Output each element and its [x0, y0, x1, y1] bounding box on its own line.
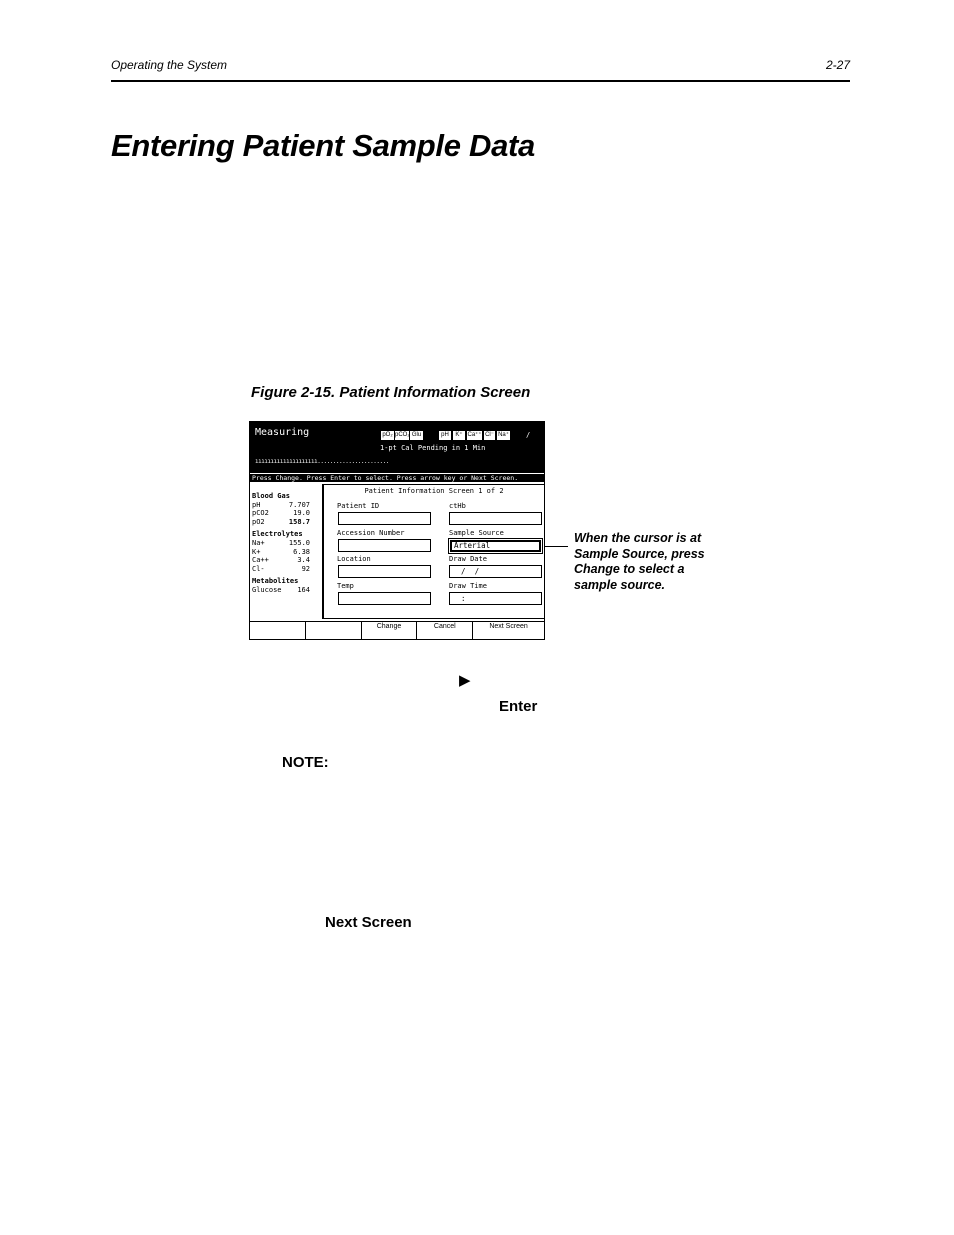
electrolytes-header: Electrolytes [252, 530, 303, 539]
metabolites-header: Metabolites [252, 577, 299, 586]
analyte-chip-glu: Glu [411, 432, 422, 438]
accession-number-label: Accession Number [337, 529, 405, 537]
analyte-chip-k: K⁺ [453, 431, 465, 440]
sample-source-label: Sample Source [449, 529, 504, 537]
next-screen-button[interactable]: Next Screen [489, 623, 528, 630]
result-row: pCO2 19.0 [252, 509, 310, 518]
blood-gas-header: Blood Gas [252, 492, 290, 500]
function-key-bar [250, 621, 544, 640]
patient-info-dialog [322, 484, 545, 619]
figure-callout: When the cursor is at Sample Source, press Change to select a sample source. [574, 531, 705, 593]
patient-id-field[interactable] [338, 512, 431, 525]
status-slash: / [526, 431, 531, 439]
result-row: Glucose 164 [252, 585, 310, 594]
arrow-right-icon: ▶ [459, 672, 471, 689]
result-row: pO2 158.7 [252, 517, 310, 526]
temp-label: Temp [337, 582, 354, 590]
cancel-button[interactable]: Cancel [417, 622, 473, 640]
result-row: K+ 6.38 [252, 547, 310, 556]
cthb-field[interactable] [449, 512, 542, 525]
function-key-2[interactable] [306, 622, 362, 640]
function-key-1[interactable] [250, 622, 306, 640]
dialog-title: Patient Information Screen 1 of 2 [364, 487, 504, 495]
analyte-chip-na: Na⁺ [498, 432, 509, 438]
result-row: pH 7.707 [252, 500, 310, 509]
callout-leader-line [545, 546, 568, 547]
sample-source-field[interactable]: Arterial [450, 540, 541, 552]
change-button[interactable]: Change [362, 622, 418, 640]
draw-date-label: Draw Date [449, 555, 487, 563]
draw-date-field[interactable]: / / [449, 565, 542, 578]
figure-caption: Figure 2-15. Patient Information Screen [251, 384, 531, 401]
patient-information-screen [249, 421, 545, 640]
result-row: Ca++ 3.4 [252, 556, 310, 565]
analyte-chip-cl: Cl⁻ [485, 432, 494, 438]
header-rule [111, 80, 850, 82]
page-number: 2-27 [826, 58, 851, 72]
location-field[interactable] [338, 565, 431, 578]
draw-time-field[interactable]: : [449, 592, 542, 605]
analyte-chip-pco2: pCO₂ [395, 432, 410, 438]
status-bar [250, 422, 544, 473]
analyte-chip-po2: pO₂ [382, 432, 393, 438]
result-row: Na+ 155.0 [252, 538, 310, 547]
result-row: Cl- 92 [252, 564, 310, 573]
enter-key-label: Enter [499, 698, 538, 715]
calibration-pending-text: 1-pt Cal Pending in 1 Min [380, 444, 486, 452]
accession-number-field[interactable] [338, 539, 431, 552]
page-title: Entering Patient Sample Data [111, 128, 535, 163]
prompt-line: Press Change. Press Enter to select. Press arrow key or Next Screen. [250, 473, 544, 482]
analyte-chip-ca: Ca⁺⁺ [467, 432, 482, 438]
cthb-label: ctHb [449, 502, 466, 510]
next-screen-key-label: Next Screen [325, 914, 412, 931]
running-header-section: Operating the System [111, 58, 228, 72]
patient-id-label: Patient ID [337, 502, 380, 510]
temp-field[interactable] [338, 592, 431, 605]
analyte-chip-ph: pH [439, 431, 451, 440]
location-label: Location [337, 555, 371, 563]
progress-indicator: ıııııııııııııııııııı....................... [255, 458, 389, 465]
note-label: NOTE: [282, 754, 329, 771]
results-panel [252, 492, 310, 595]
status-text: Measuring [255, 427, 310, 438]
draw-time-label: Draw Time [449, 582, 487, 590]
